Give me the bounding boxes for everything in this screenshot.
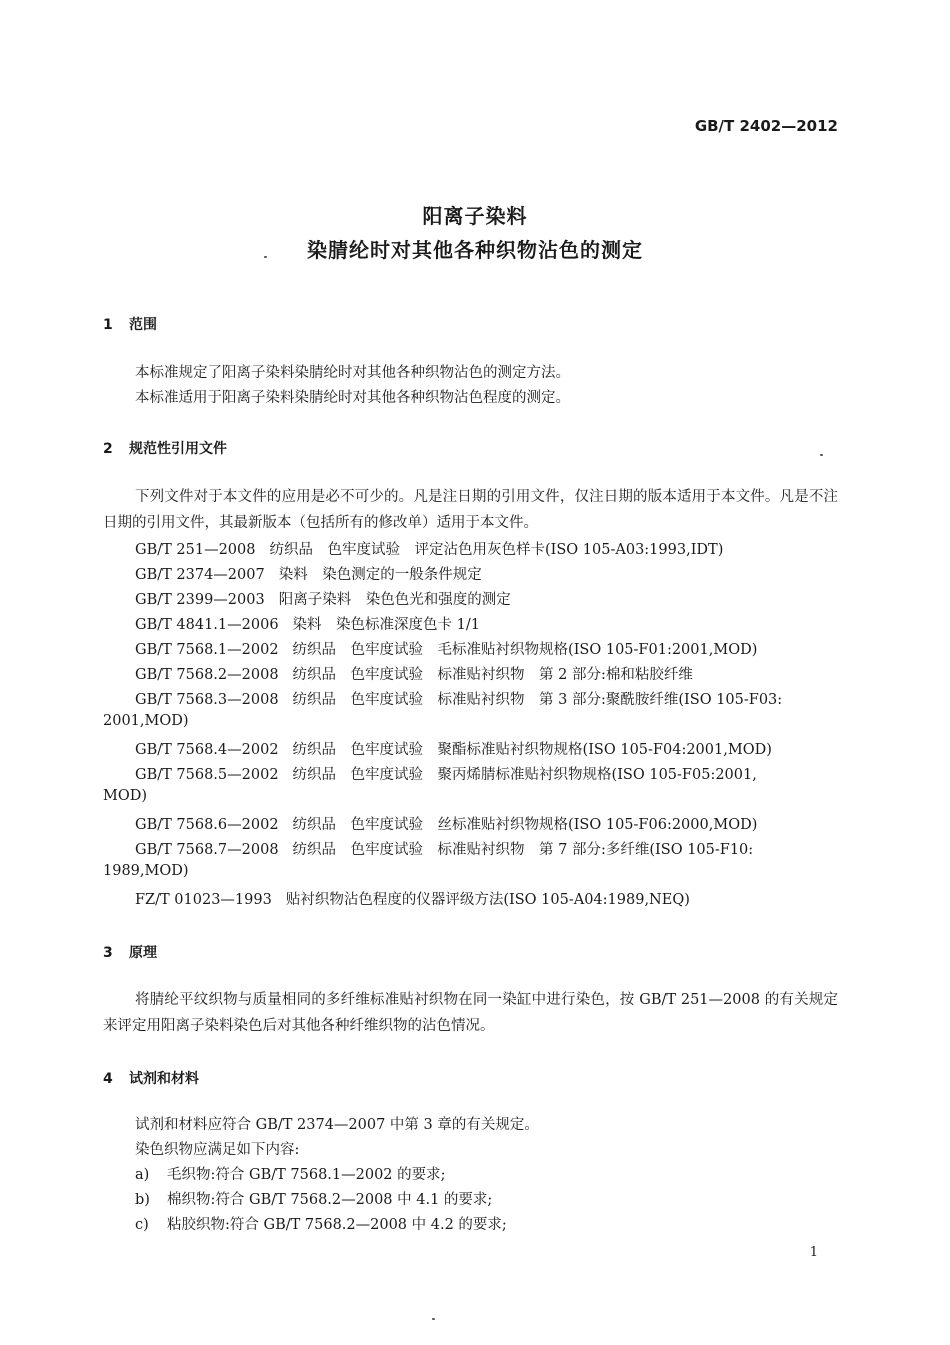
reference-code: GB/T 2374—2007 bbox=[135, 567, 265, 583]
reference-title: 纺织品 色牢度试验 标准贴衬织物 第 2 部分:棉和粘胶纤维 bbox=[292, 667, 693, 683]
page-number: 1 bbox=[809, 1245, 818, 1260]
title-line-2: 染腈纶时对其他各种织物沾色的测定 bbox=[307, 238, 643, 262]
scan-speck bbox=[820, 454, 823, 456]
section-4-heading bbox=[103, 1068, 199, 1088]
list-item bbox=[135, 1188, 492, 1213]
reference-title: 纺织品 色牢度试验 标准贴衬织物 第 7 部分:多纤维(ISO 105-F10: bbox=[292, 842, 754, 858]
title-line-1: 阳离子染料 bbox=[422, 204, 528, 228]
reference-code: GB/T 251—2008 bbox=[135, 542, 256, 558]
reference-title: 阳离子染料 染色色光和强度的测定 bbox=[278, 592, 511, 608]
reference-continuation: 1989,MOD) bbox=[103, 863, 189, 879]
reference-title: 纺织品 色牢度试验 聚丙烯腈标准贴衬织物规格(ISO 105-F05:2001, bbox=[292, 767, 757, 783]
section-1-paragraph-1: 本标准规定了阳离子染料染腈纶时对其他各种织物沾色的测定方法。 bbox=[135, 365, 570, 381]
reference-item bbox=[135, 688, 782, 709]
list-marker: c) bbox=[135, 1217, 149, 1233]
reference-title: 纺织品 色牢度试验 丝标准贴衬织物规格(ISO 105-F06:2000,MOD) bbox=[292, 817, 758, 833]
section-number: 1 bbox=[103, 317, 113, 333]
section-title: 范围 bbox=[129, 317, 157, 333]
document-code: GB/T 2402—2012 bbox=[694, 117, 838, 135]
reference-item bbox=[135, 838, 753, 859]
reference-item bbox=[135, 888, 690, 909]
reference-item bbox=[135, 588, 511, 609]
section-4-paragraph-2: 染色织物应满足如下内容: bbox=[135, 1142, 300, 1158]
section-3-heading bbox=[103, 942, 157, 962]
section-2-heading bbox=[103, 438, 227, 458]
scan-speck bbox=[264, 256, 267, 258]
section-title: 规范性引用文件 bbox=[129, 441, 227, 457]
reference-code: GB/T 7568.6—2002 bbox=[135, 817, 279, 833]
reference-title: 染料 染色测定的一般条件规定 bbox=[278, 567, 482, 583]
reference-code: GB/T 7568.2—2008 bbox=[135, 667, 279, 683]
reference-code: GB/T 7568.4—2002 bbox=[135, 742, 279, 758]
section-2-intro: 下列文件对于本文件的应用是必不可少的。凡是注日期的引用文件，仅注日期的版本适用于本文件。凡是不注日期的引用文件，其最新版本（包括所有的修改单）适用于本文件。 bbox=[103, 489, 838, 531]
section-4-paragraph-1: 试剂和材料应符合 GB/T 2374—2007 中第 3 章的有关规定。 bbox=[135, 1117, 539, 1133]
reference-title: 染料 染色标准深度色卡 1/1 bbox=[292, 617, 480, 633]
list-text: 粘胶织物:符合 GB/T 7568.2—2008 中 4.2 的要求; bbox=[167, 1217, 507, 1233]
reference-code: GB/T 7568.1—2002 bbox=[135, 642, 279, 658]
reference-item bbox=[135, 563, 482, 584]
section-number: 2 bbox=[103, 441, 113, 457]
scan-speck bbox=[432, 1318, 435, 1320]
reference-title: 纺织品 色牢度试验 毛标准贴衬织物规格(ISO 105-F01:2001,MOD) bbox=[292, 642, 758, 658]
reference-code: GB/T 7568.7—2008 bbox=[135, 842, 279, 858]
section-1-paragraph-2: 本标准适用于阳离子染料染腈纶时对其他各种织物沾色程度的测定。 bbox=[135, 390, 570, 406]
list-marker: a) bbox=[135, 1167, 150, 1183]
reference-code: GB/T 7568.5—2002 bbox=[135, 767, 279, 783]
reference-code: GB/T 7568.3—2008 bbox=[135, 692, 279, 708]
section-title: 原理 bbox=[129, 945, 157, 961]
list-text: 棉织物:符合 GB/T 7568.2—2008 中 4.1 的要求; bbox=[167, 1192, 493, 1208]
reference-item bbox=[135, 763, 757, 784]
reference-item bbox=[135, 613, 480, 634]
reference-title: 纺织品 色牢度试验 聚酯标准贴衬织物规格(ISO 105-F04:2001,MOD) bbox=[292, 742, 772, 758]
reference-title: 纺织品 色牢度试验 标准贴衬织物 第 3 部分:聚酰胺纤维(ISO 105-F03: bbox=[292, 692, 783, 708]
reference-code: GB/T 4841.1—2006 bbox=[135, 617, 279, 633]
list-item bbox=[135, 1163, 446, 1188]
reference-item bbox=[135, 738, 772, 759]
reference-item bbox=[135, 813, 757, 834]
reference-continuation: 2001,MOD) bbox=[103, 713, 189, 729]
reference-item bbox=[135, 638, 757, 659]
section-number: 4 bbox=[103, 1071, 113, 1087]
reference-code: FZ/T 01023—1993 bbox=[135, 892, 272, 908]
list-item bbox=[135, 1213, 507, 1238]
list-marker: b) bbox=[135, 1192, 150, 1208]
reference-title: 贴衬织物沾色程度的仪器评级方法(ISO 105-A04:1989,NEQ) bbox=[285, 892, 690, 908]
section-number: 3 bbox=[103, 945, 113, 961]
reference-item bbox=[135, 663, 693, 684]
section-1-heading bbox=[103, 314, 157, 334]
list-text: 毛织物:符合 GB/T 7568.1—2002 的要求; bbox=[167, 1167, 446, 1183]
section-title: 试剂和材料 bbox=[129, 1071, 199, 1087]
reference-item bbox=[135, 538, 723, 559]
section-3-paragraph: 将腈纶平纹织物与质量相同的多纤维标准贴衬织物在同一染缸中进行染色，按 GB/T 251—2008 的有关规定来评定用阳离子染料染色后对其他各种纤维织物的沾色情况。 bbox=[103, 992, 838, 1034]
reference-code: GB/T 2399—2003 bbox=[135, 592, 265, 608]
reference-continuation: MOD) bbox=[103, 788, 148, 804]
reference-title: 纺织品 色牢度试验 评定沾色用灰色样卡(ISO 105-A03:1993,IDT) bbox=[269, 542, 724, 558]
